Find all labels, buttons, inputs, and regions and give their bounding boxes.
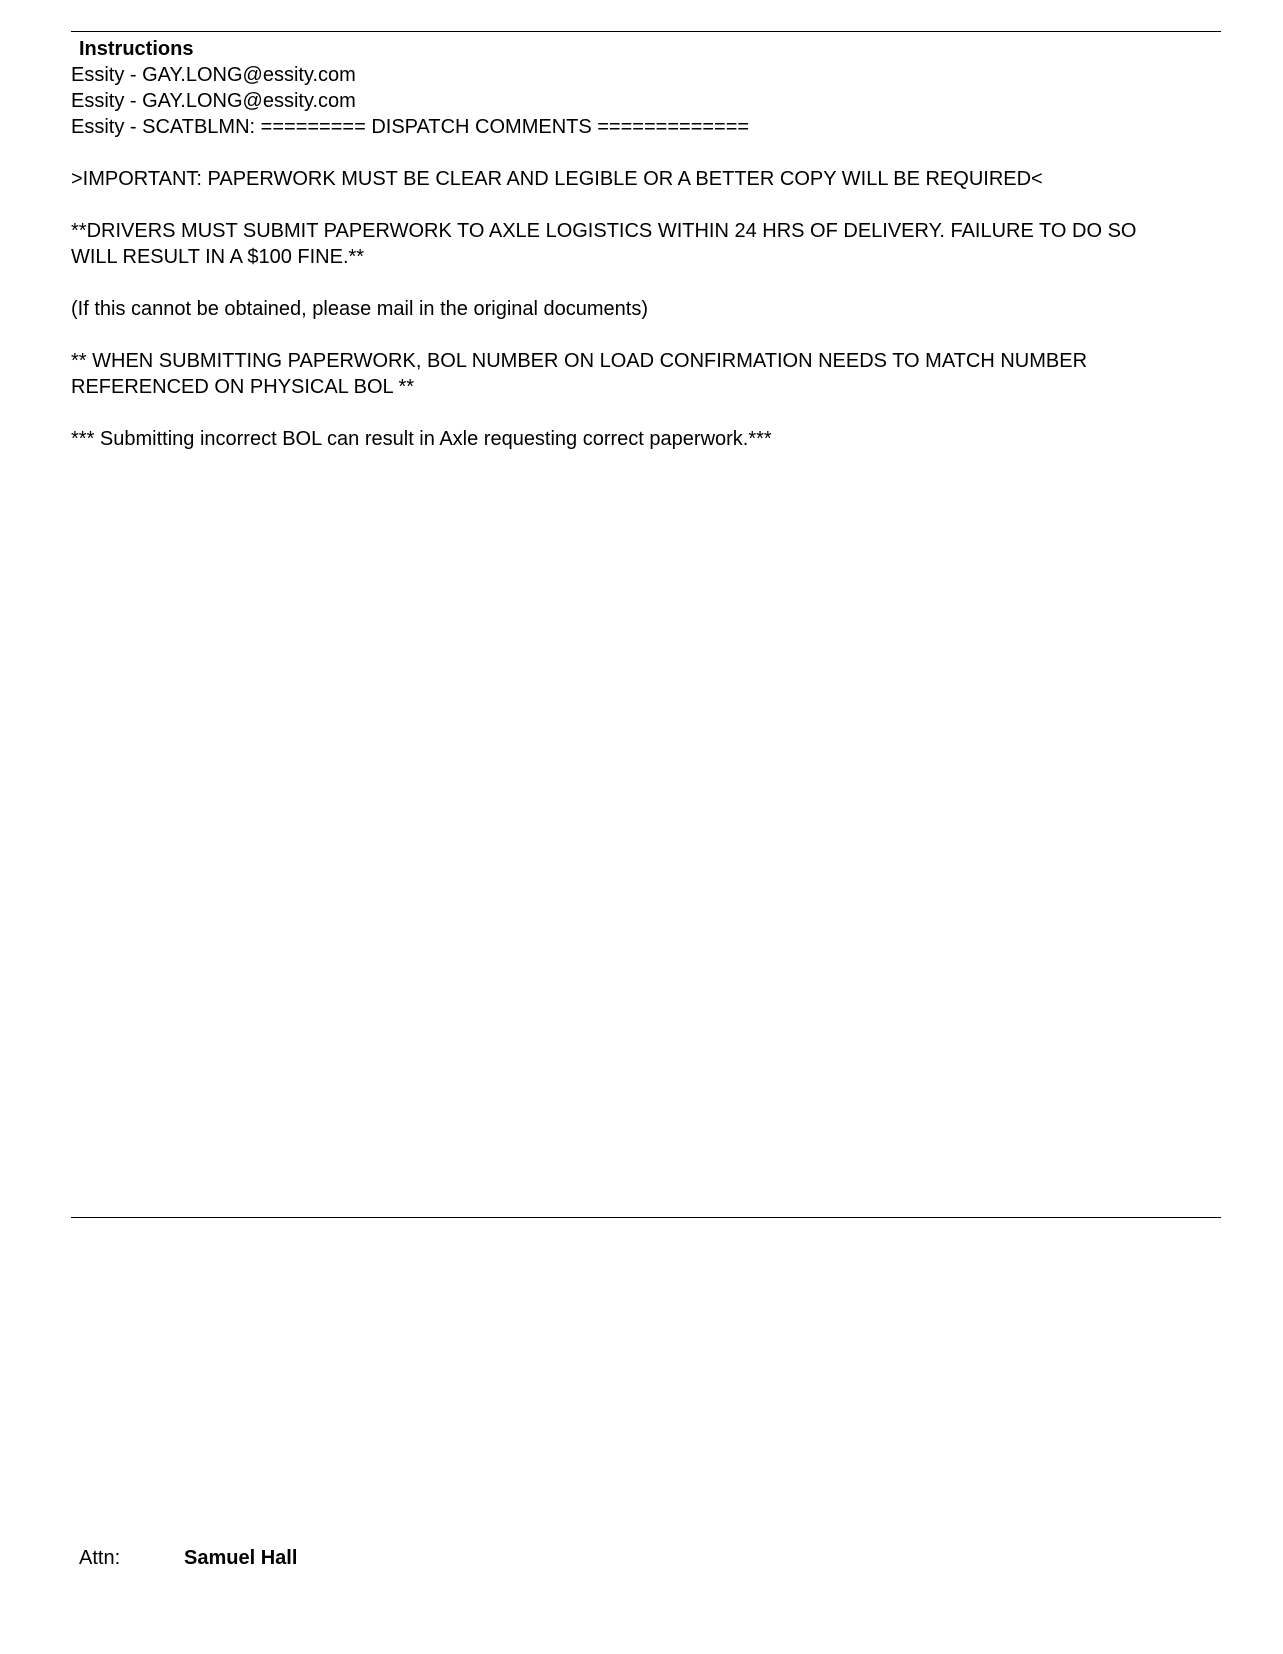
instruction-line: Essity - GAY.LONG@essity.com: [71, 64, 356, 86]
incorrect-bol-notice: *** Submitting incorrect BOL can result in Axle requesting correct paperwork.***: [71, 428, 772, 450]
mail-originals-notice: (If this cannot be obtained, please mail in the original documents): [71, 298, 649, 320]
bottom-divider: [71, 1217, 1221, 1218]
attn-row: [79, 1545, 297, 1571]
bol-match-notice: ** WHEN SUBMITTING PAPERWORK, BOL NUMBER ON LOAD CONFIRMATION NEEDS TO MATCH NUMBER REFERENCED ON PHYSICAL BOL **: [71, 350, 1088, 398]
important-notice: >IMPORTANT: PAPERWORK MUST BE CLEAR AND LEGIBLE OR A BETTER COPY WILL BE REQUIRED<: [71, 168, 1043, 190]
instructions-heading: Instructions: [79, 38, 194, 60]
top-divider: [71, 31, 1221, 32]
paperwork-deadline-notice: **DRIVERS MUST SUBMIT PAPERWORK TO AXLE LOGISTICS WITHIN 24 HRS OF DELIVERY. FAILURE TO DO SO WILL RESULT IN A $100 FINE.**: [71, 220, 1137, 268]
instructions-section: [71, 36, 1221, 452]
instruction-line: Essity - GAY.LONG@essity.com: [71, 90, 356, 112]
attn-name: Samuel Hall: [184, 1547, 298, 1569]
instruction-line: Essity - SCATBLMN: ========= DISPATCH COMMENTS =============: [71, 116, 750, 138]
attn-label: Attn:: [79, 1547, 121, 1569]
